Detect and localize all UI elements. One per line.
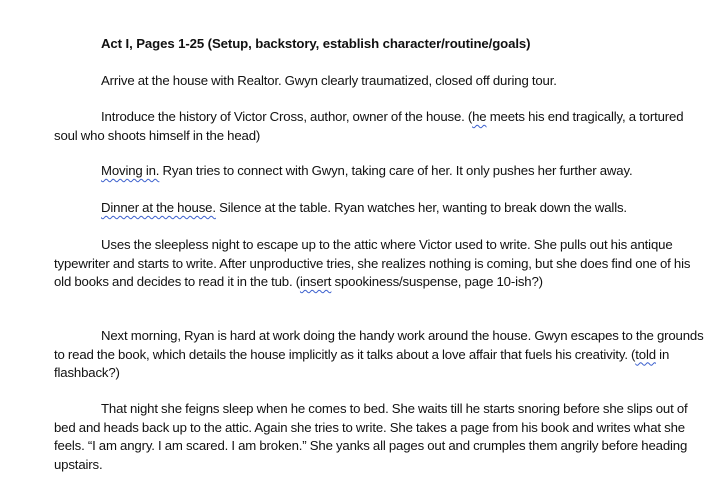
- act-heading: Act I, Pages 1-25 (Setup, backstory, establish character/routine/goals): [101, 36, 531, 51]
- paragraph-sleepless-night: [54, 236, 706, 292]
- paragraph-that-night-text: That night she feigns sleep when he comes to bed. She waits till he starts snoring before she slips out of bed and heads back up to the attic. Again she tries to write. She takes a page from his book and writes what she feels. “I am angry. I am scared. I am broken.” She yanks all pages out and crumples them angrily before heading upstairs.: [54, 401, 688, 472]
- paragraph-arrival-text: Arrive at the house with Realtor. Gwyn clearly traumatized, closed off during tour.: [101, 73, 557, 88]
- paragraph-that-night: [54, 400, 706, 474]
- paragraph-victor-history: [54, 108, 706, 145]
- text-segment: in flashback?): [54, 346, 670, 380]
- spellcheck-flagged-word: he: [472, 109, 487, 124]
- text-segment: Next morning, Ryan is hard at work doing the handy work around the house. Gwyn escapes to the grounds to read the book, which details the house implicitly as it talks about a love affair that fuels his creativity. (: [54, 328, 704, 362]
- text-segment: Silence at the table. Ryan watches her, wanting to break down the walls.: [215, 200, 627, 215]
- underlined-phrase: Moving in.: [101, 163, 160, 178]
- text-segment: Uses the sleepless night to escape up to the attic where Victor used to write. She pulls out his antique typewriter and starts to write. After unproductive tries, she realizes nothing is coming, but she does find one of his old books and decides to read it in the tub. (: [54, 237, 691, 289]
- spellcheck-flagged-word: insert: [299, 274, 332, 289]
- text-segment: meets his end tragically, a tortured soul who shoots himself in the head): [54, 109, 684, 143]
- paragraph-moving-in: [54, 162, 706, 181]
- text-segment: spookiness/suspense, page 10-ish?): [331, 274, 543, 289]
- text-segment: Introduce the history of Victor Cross, author, owner of the house. (: [101, 109, 473, 124]
- paragraph-next-morning: [54, 327, 706, 383]
- spellcheck-flagged-word: told: [635, 346, 656, 362]
- paragraph-dinner: [54, 199, 706, 218]
- paragraph-arrival: [54, 72, 706, 91]
- text-segment: Ryan tries to connect with Gwyn, taking care of her. It only pushes her further away.: [159, 163, 633, 178]
- underlined-phrase: Dinner at the house.: [101, 200, 216, 215]
